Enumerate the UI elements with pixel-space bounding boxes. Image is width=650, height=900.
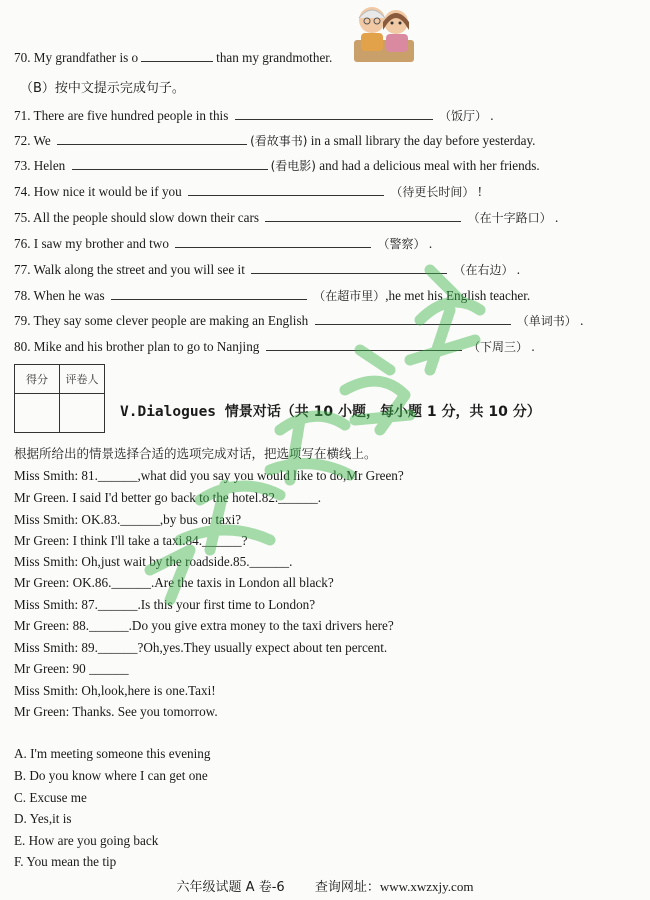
section-5-title [120, 401, 541, 421]
question-72-hint: (看故事书) [250, 134, 308, 148]
question-73-post: and had a delicious meal with her friends. [319, 158, 540, 173]
question-72-text: 72. We [14, 133, 51, 148]
option-e: E. How are you going back [14, 833, 159, 848]
question-73-hint: (看电影) [270, 159, 316, 173]
grandparents-illustration [350, 0, 418, 64]
answer-blank-77[interactable] [251, 260, 447, 274]
question-78-post: ,he met his English teacher. [385, 288, 531, 303]
answer-blank-74[interactable] [188, 182, 384, 196]
question-71 [14, 106, 494, 125]
question-78-hint: （在超市里） [313, 289, 386, 303]
option-d: D. Yes,it is [14, 811, 72, 826]
question-72-post: in a small library the day before yesterday. [310, 133, 536, 148]
question-77-text: 77. Walk along the street and you will see it [14, 262, 245, 277]
question-76-hint: （警察） [377, 237, 426, 251]
answer-blank-78[interactable] [111, 286, 307, 300]
question-74-hint: （待更长时间） [390, 185, 475, 199]
dialogue-line-5: Miss Smith: Oh,just wait by the roadside.85.______. [14, 554, 293, 569]
answer-blank-76[interactable] [175, 234, 371, 248]
question-80 [14, 337, 535, 356]
dialogue-line-10: Mr Green: 90 ______ [14, 661, 129, 676]
answer-blank-70[interactable] [141, 48, 213, 62]
question-78-text: 78. When he was [14, 288, 105, 303]
dialogue-line-6: Mr Green: OK.86.______.Are the taxis in London all black? [14, 575, 334, 590]
dialogue-instruction: 根据所给出的情景选择合适的选项完成对话，把选项写在横线上。 [14, 446, 377, 461]
question-75 [14, 208, 558, 227]
question-75-post: . [554, 210, 559, 225]
question-74-text: 74. How nice it would be if you [14, 184, 182, 199]
question-70 [14, 48, 332, 67]
answer-blank-71[interactable] [235, 106, 433, 120]
question-79-text: 79. They say some clever people are making an English [14, 313, 309, 328]
page-footer [0, 876, 650, 895]
dialogue-line-2: Mr Green. I said I'd better go back to the hotel.82.______. [14, 490, 322, 505]
answer-blank-73[interactable] [72, 156, 268, 170]
question-76 [14, 234, 432, 253]
question-77-post: . [516, 262, 521, 277]
dialogue-line-9: Miss Smith: 89.______?Oh,yes.They usually expect about ten percent. [14, 640, 388, 655]
dialogue-line-1: Miss Smith: 81.______,what did you say you would like to do,Mr Green? [14, 468, 404, 483]
question-76-post: . [428, 236, 433, 251]
section-5-title-cn: 情景对话（共 10 小题，每小题 1 分，共 10 分） [224, 404, 541, 420]
question-71-text: 71. There are five hundred people in this [14, 108, 229, 123]
grader-cell[interactable] [60, 394, 105, 433]
question-77-hint: （在右边） [453, 263, 514, 277]
dialogue-line-11: Miss Smith: Oh,look,here is one.Taxi! [14, 683, 216, 698]
answer-blank-79[interactable] [315, 311, 511, 325]
dialogue-line-8: Mr Green: 88.______.Do you give extra money to the taxi drivers here? [14, 618, 394, 633]
footer-url: 查询网址：www.xwzxjy.com [314, 879, 474, 894]
option-a: A. I'm meeting someone this evening [14, 746, 211, 761]
grader-header: 评卷人 [60, 365, 105, 394]
question-72 [14, 131, 535, 150]
question-71-post: . [490, 108, 494, 123]
dialogue-line-12: Mr Green: Thanks. See you tomorrow. [14, 704, 218, 719]
section-5-title-en: V.Dialogues [120, 404, 217, 420]
question-78 [14, 286, 530, 305]
footer-label: 六年级试题 A 卷-6 [176, 880, 285, 895]
section-b-heading: （B）按中文提示完成句子。 [20, 81, 185, 96]
score-cell[interactable] [15, 394, 60, 433]
score-table [14, 364, 105, 433]
question-79-post: . [580, 313, 584, 328]
option-c: C. Excuse me [14, 790, 87, 805]
question-70-after: than my grandmother. [216, 50, 333, 65]
option-f: F. You mean the tip [14, 854, 117, 869]
question-71-hint: （饭厅） [438, 109, 487, 123]
question-80-post: . [531, 339, 535, 354]
question-76-text: 76. I saw my brother and two [14, 236, 169, 251]
question-73-text: 73. Helen [14, 158, 66, 173]
question-70-text: 70. My grandfather is o [14, 50, 139, 65]
question-80-hint: （下周三） [468, 340, 529, 354]
question-73 [14, 156, 540, 175]
question-75-text: 75. All the people should slow down their cars [14, 210, 260, 225]
answer-blank-72[interactable] [57, 131, 247, 145]
dialogue-line-7: Miss Smith: 87.______.Is this your first time to London? [14, 597, 316, 612]
question-79 [14, 311, 583, 330]
score-header: 得分 [15, 365, 60, 394]
question-74-post: ! [477, 184, 483, 199]
option-b: B. Do you know where I can get one [14, 768, 208, 783]
question-74 [14, 182, 482, 201]
dialogue-line-3: Miss Smith: OK.83.______,by bus or taxi? [14, 512, 242, 527]
answer-blank-80[interactable] [266, 337, 462, 351]
dialogue-line-4: Mr Green: I think I'll take a taxi.84.______? [14, 533, 248, 548]
question-80-text: 80. Mike and his brother plan to go to Nanjing [14, 339, 260, 354]
question-77 [14, 260, 520, 279]
question-75-hint: （在十字路口） [467, 211, 552, 225]
answer-blank-75[interactable] [265, 208, 461, 222]
question-79-hint: （单词书） [516, 314, 577, 328]
